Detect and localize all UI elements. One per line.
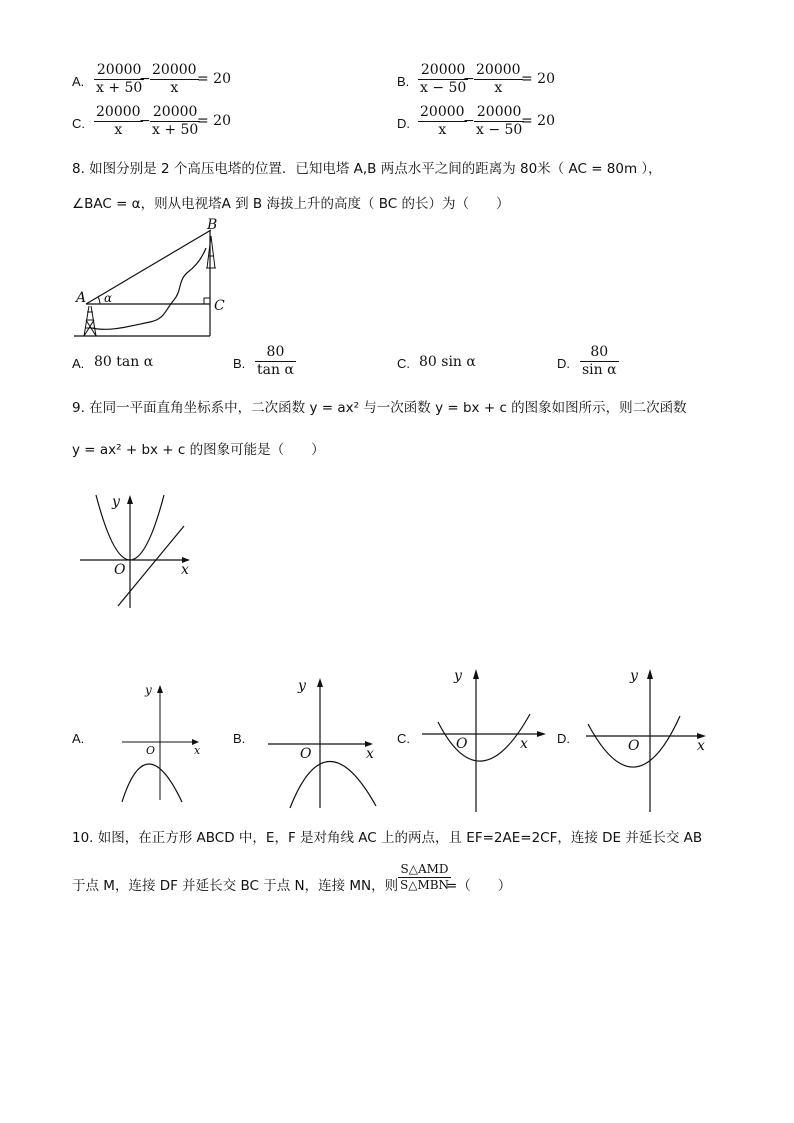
q7-b-rhs: = 20: [521, 71, 555, 87]
svg-text:y: y: [298, 678, 306, 694]
minus-sign: −: [139, 113, 151, 129]
q7-d-rhs: = 20: [521, 113, 555, 129]
q9-main-graph: [78, 490, 198, 612]
q8-option-a-text: 80 tan α: [94, 354, 154, 370]
q9-option-c-label: C.: [397, 731, 410, 746]
q8-option-d-label: D.: [557, 356, 570, 371]
q7-c-rhs: = 20: [197, 113, 231, 129]
label-alpha: α: [104, 291, 113, 305]
q7-option-b-label: B.: [397, 74, 410, 89]
q7-option-a-label: A.: [72, 74, 85, 89]
svg-text:x: x: [194, 744, 201, 757]
q10-stem-line2-post: =（ ）: [446, 878, 512, 894]
q7-c-frac1: $\frac{20000}{x}$: [96, 104, 141, 138]
label-c: C: [214, 298, 225, 314]
svg-text:x: x: [366, 746, 374, 762]
q9-option-c-graph[interactable]: [420, 664, 552, 814]
q7-a-frac2: $\frac{20000}{x}$: [152, 62, 197, 96]
minus-sign: −: [139, 71, 151, 87]
q8-stem-line2: ∠BAC = α，则从电视塔A 到 B 海拔上升的高度（ BC 的长）为（ ）: [72, 196, 510, 212]
axis-x-label: x: [181, 562, 189, 578]
q9-stem-line1: 9. 在同一平面直角坐标系中，二次函数 y = ax² 与一次函数 y = bx + c 的图象如图所示，则二次函数: [72, 400, 687, 416]
q8-option-d-frac: $\frac{80}{\text{sin α}}$: [582, 344, 617, 378]
q8-tower-figure: [70, 218, 230, 342]
svg-text:O: O: [300, 746, 312, 762]
q7-b-frac2: $\frac{20000}{x}$: [476, 62, 521, 96]
q7-option-c-label: C.: [72, 116, 85, 131]
label-b: B: [207, 218, 218, 233]
svg-text:O: O: [456, 736, 468, 752]
q9-option-b-graph[interactable]: [266, 672, 384, 810]
svg-text:y: y: [145, 683, 152, 697]
minus-sign: −: [463, 71, 475, 87]
svg-text:x: x: [520, 736, 528, 752]
q7-b-frac1: $\frac{20000}{x - 50}$: [420, 62, 467, 96]
q10-stem-line2-pre: 于点 M，连接 DF 并延长交 BC 于点 N，连接 MN，则: [72, 878, 399, 894]
svg-text:x: x: [697, 738, 705, 754]
svg-text:O: O: [146, 744, 156, 757]
q9-option-d-graph[interactable]: [584, 664, 714, 814]
q8-option-a-label: A.: [72, 356, 85, 371]
q7-option-d-label: D.: [397, 116, 410, 131]
q9-option-a-label: A.: [72, 731, 85, 746]
q8-option-c-label: C.: [397, 356, 410, 371]
q9-option-d-label: D.: [557, 731, 570, 746]
q10-stem-line1: 10. 如图，在正方形 ABCD 中，E，F 是对角线 AC 上的两点，且 EF=2AE=2CF，连接 DE 并延长交 AB: [72, 830, 703, 846]
origin-label: O: [114, 562, 126, 578]
q9-option-b-label: B.: [233, 731, 246, 746]
svg-text:y: y: [454, 668, 462, 684]
svg-text:y: y: [630, 668, 638, 684]
axis-y-label: y: [112, 494, 120, 510]
label-a: A: [76, 290, 87, 306]
q9-option-a-graph[interactable]: [120, 680, 210, 804]
q8-option-b-label: B.: [233, 356, 246, 371]
q8-option-b-frac: $\frac{80}{\text{tan α}}$: [257, 344, 294, 378]
q7-c-frac2: $\frac{20000}{x + 50}$: [152, 104, 199, 138]
q8-option-c-text: 80 sin α: [419, 354, 476, 370]
svg-text:O: O: [628, 738, 640, 754]
minus-sign: −: [463, 113, 475, 129]
q8-stem-line1: 8. 如图分别是 2 个高压电塔的位置．已知电塔 A,B 两点水平之间的距离为 80米（ AC = 80m ），: [72, 161, 662, 177]
q10-area-ratio: S△AMD S△MBN: [400, 862, 450, 892]
q7-a-rhs: = 20: [197, 71, 231, 87]
q9-stem-line2: y = ax² + bx + c 的图象可能是（ ）: [72, 442, 325, 458]
q7-d-frac1: $\frac{20000}{x}$: [420, 104, 465, 138]
q7-a-frac1: $\frac{20000}{x + 50}$: [96, 62, 143, 96]
q7-d-frac2: $\frac{20000}{x - 50}$: [476, 104, 523, 138]
